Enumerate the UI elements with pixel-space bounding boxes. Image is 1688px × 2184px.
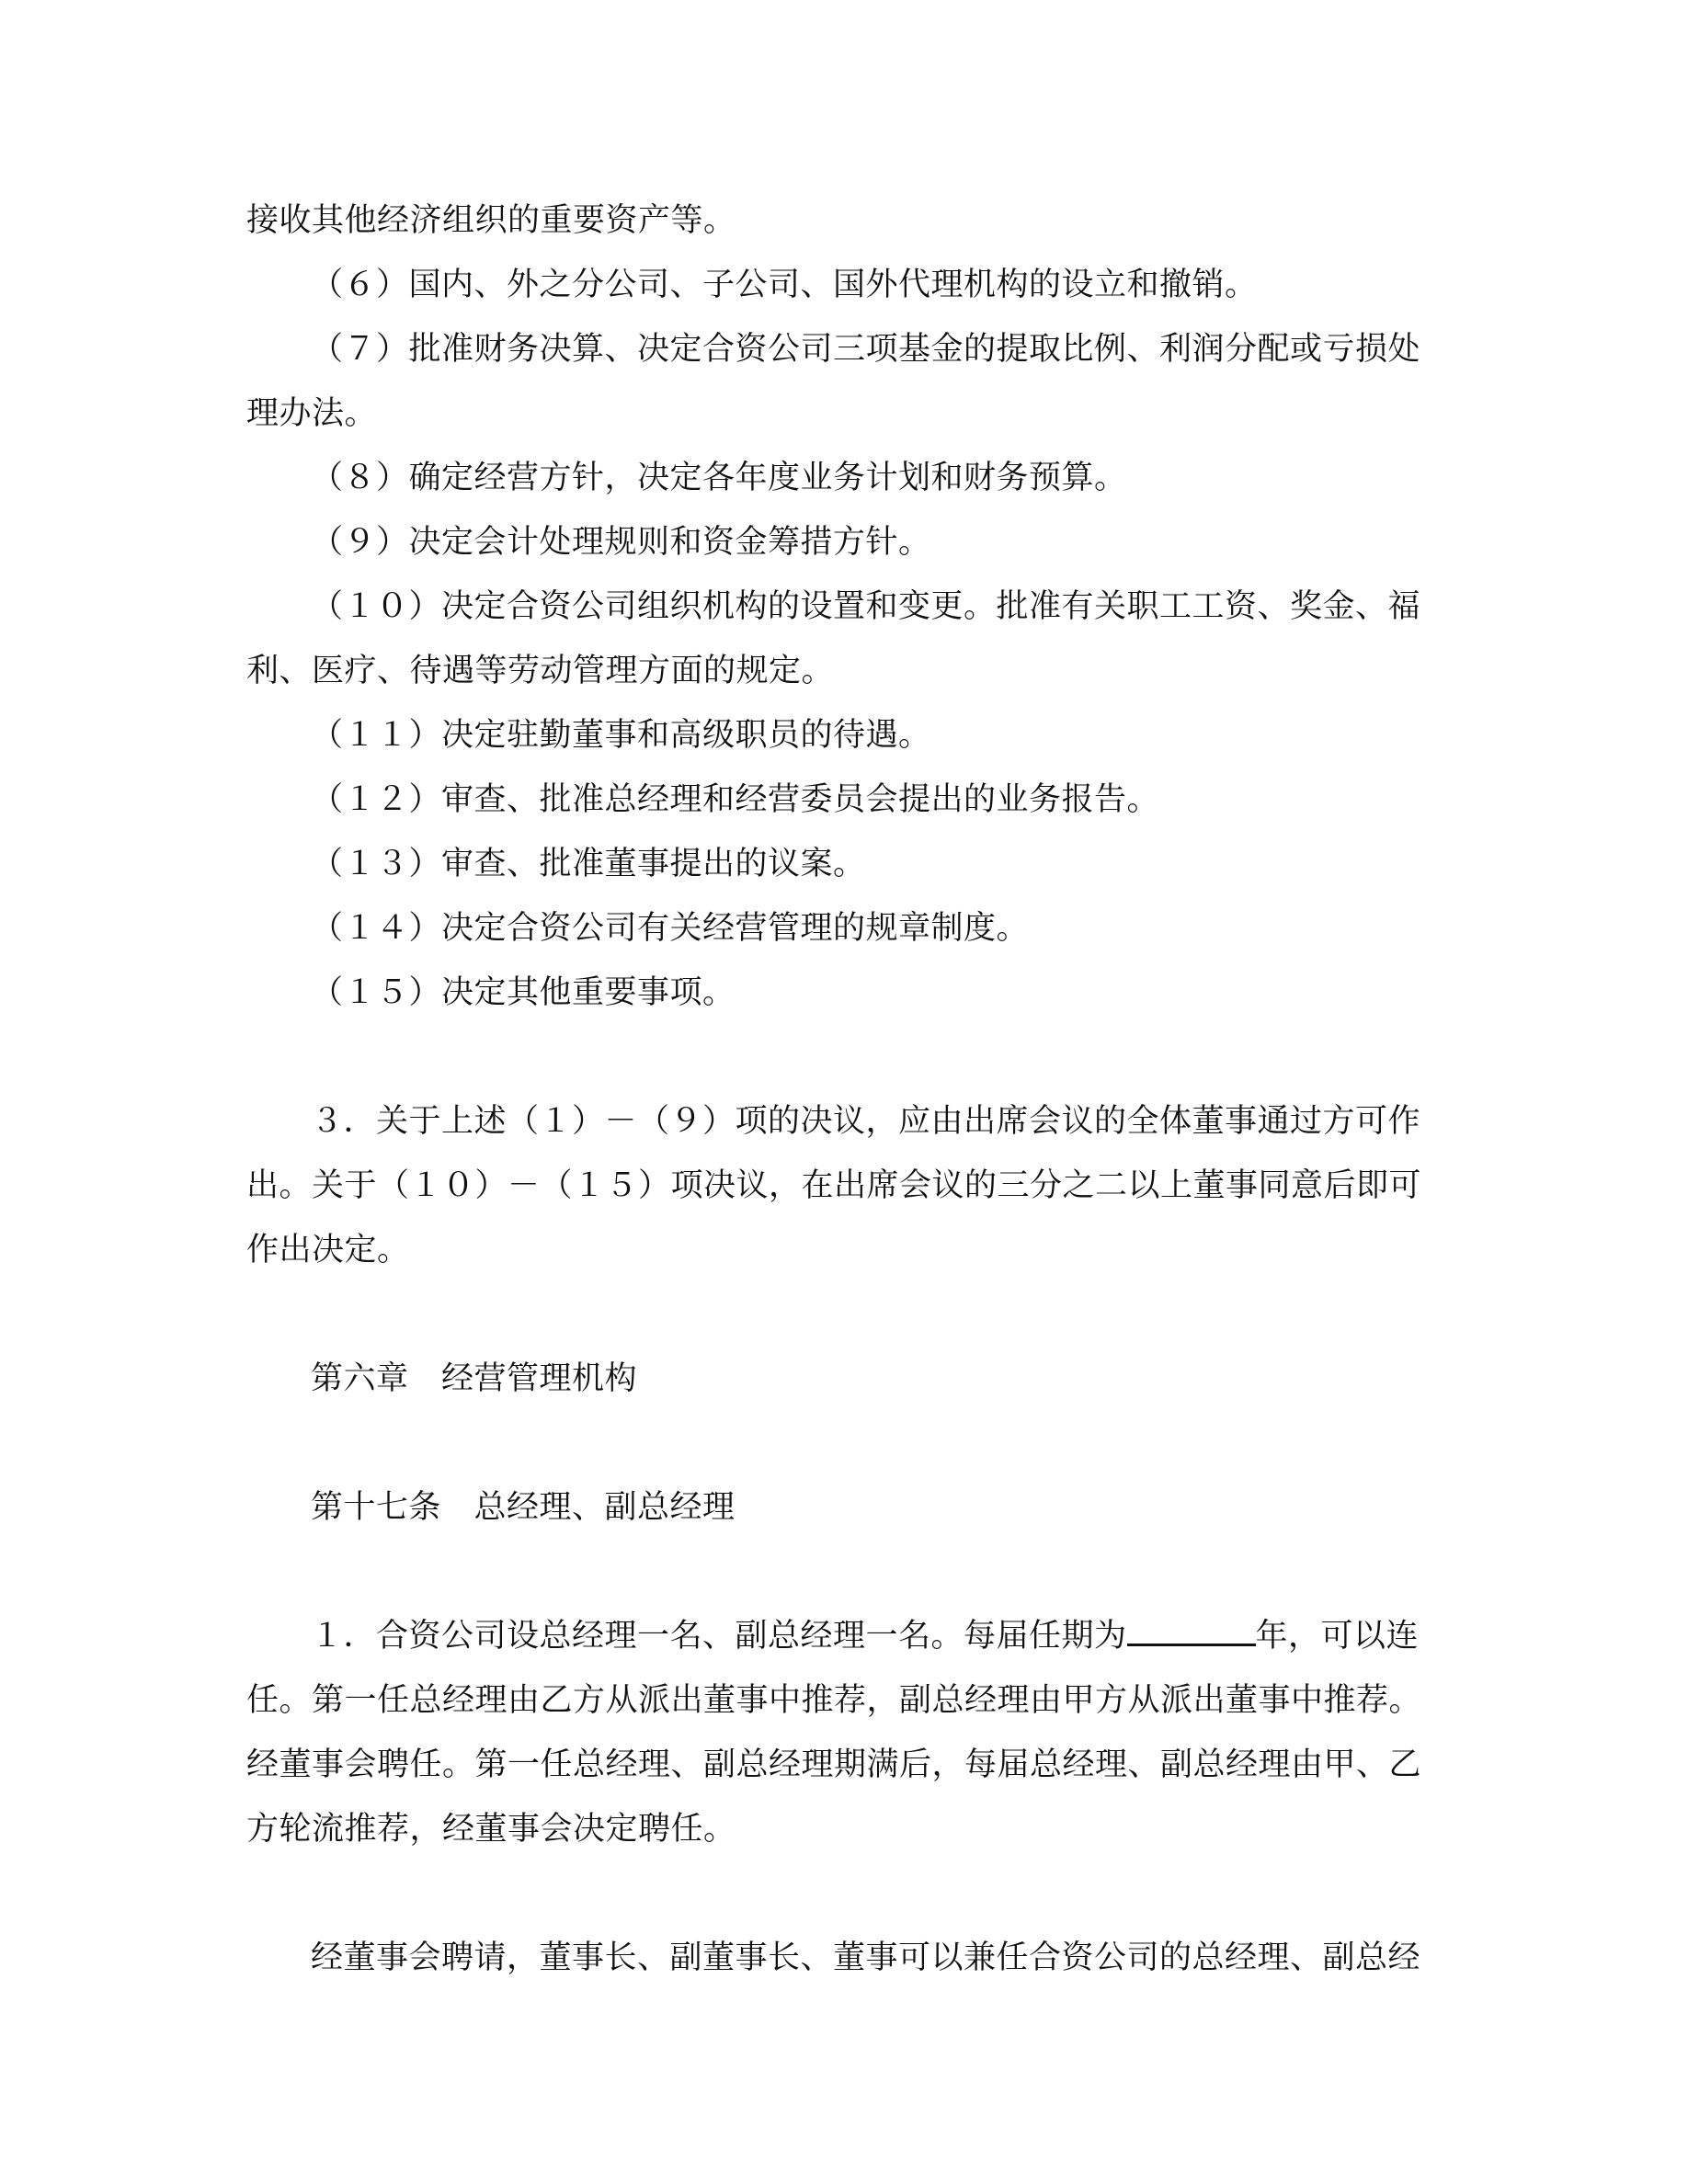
item-9: （９）决定会计处理规则和资金筹措方针。 [311, 524, 931, 561]
clause-1-cont: 任。第一任总经理由乙方从派出董事中推荐，副总经理由甲方从派出董事中推荐。 [246, 1682, 1422, 1719]
item-7-cont: 理办法。 [246, 395, 378, 432]
item-11: （１１）决定驻勤董事和高级职员的待遇。 [311, 717, 931, 754]
clause-1-text-a: １．合资公司设总经理一名、副总经理一名。每届任期为 [311, 1618, 1127, 1655]
item-8: （８）确定经营方针，决定各年度业务计划和财务预算。 [311, 460, 1127, 496]
clause-3: ３．关于上述（１）－（９）项的决议，应由出席会议的全体董事通过方可作 [311, 1103, 1421, 1140]
clause-3-cont: 出。关于（１０）－（１５）项决议，在出席会议的三分之二以上董事同意后即可 [246, 1167, 1422, 1204]
clause-3-cont-2: 作出决定。 [246, 1232, 410, 1268]
article-17-clause-1 [246, 1604, 1446, 1668]
chapter-heading: 第六章 经营管理机构 [311, 1360, 638, 1397]
item-14: （１４）决定合资公司有关经营管理的规章制度。 [311, 910, 1030, 947]
item-7: （７）批准财务决算、决定合资公司三项基金的提取比例、利润分配或亏损处 [311, 331, 1421, 368]
paragraph-board-hiring: 经董事会聘请，董事长、副董事长、董事可以兼任合资公司的总经理、副总经 [311, 1939, 1421, 1976]
article-heading: 第十七条 总经理、副总经理 [311, 1489, 736, 1526]
term-blank-field [1127, 1616, 1256, 1646]
text-line: 接收其他经济组织的重要资产等。 [246, 202, 736, 239]
document-page [246, 188, 1446, 1990]
item-10-cont: 利、医疗、待遇等劳动管理方面的规定。 [246, 653, 835, 689]
item-10: （１０）决定合资公司组织机构的设置和变更。批准有关职工工资、奖金、福 [311, 588, 1421, 625]
clause-1-text-b: 年，可以连 [1255, 1618, 1420, 1655]
clause-1-cont-3: 方轮流推荐，经董事会决定聘任。 [246, 1811, 736, 1848]
clause-1-cont-2: 经董事会聘任。第一任总经理、副总经理期满后，每届总经理、副总经理由甲、乙 [246, 1746, 1422, 1783]
item-6: （６）国内、外之分公司、子公司、国外代理机构的设立和撤销。 [311, 267, 1258, 303]
item-12: （１２）审查、批准总经理和经营委员会提出的业务报告。 [311, 781, 1160, 818]
item-13: （１３）审查、批准董事提出的议案。 [311, 846, 866, 882]
item-15: （１５）决定其他重要事项。 [311, 974, 736, 1011]
